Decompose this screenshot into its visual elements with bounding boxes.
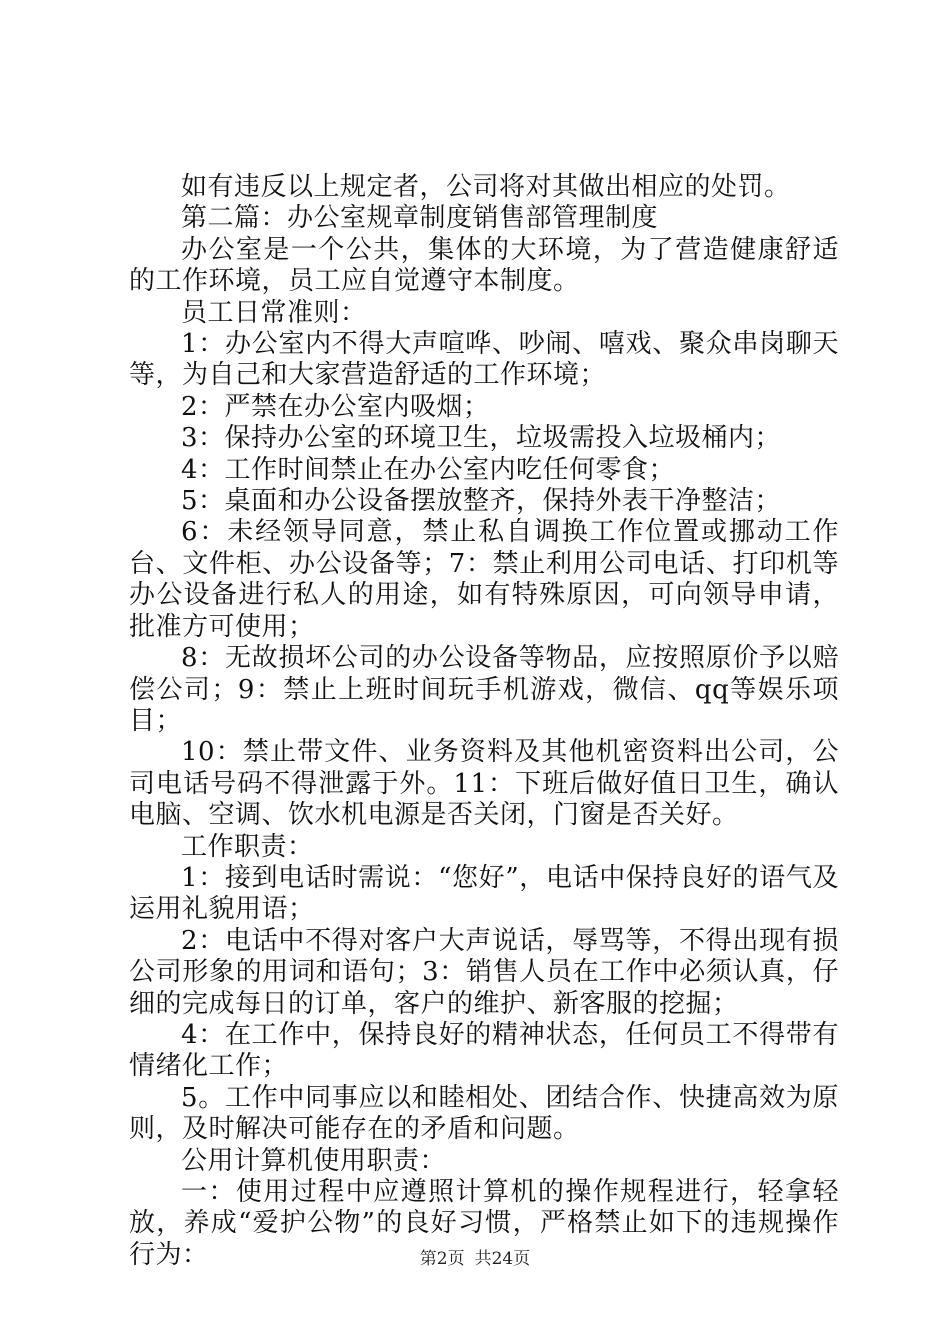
subheading: 公用计算机使用职责： [181,1145,447,1176]
subheading: 员工日常准则： [181,297,367,328]
list-item: 1：办公室内不得大声喧哗、吵闹、嘻戏、聚众串岗聊天等，为自己和大家营造舒适的工作环境； [129,329,839,391]
list-item: 1：接到电话时需说：“您好”，电话中保持良好的语气及运用礼貌用语； [129,862,839,925]
page-total: 共24页 [474,1249,531,1269]
paragraph: 办公室是一个公共，集体的大环境，为了营造健康舒适的工作环境，员工应自觉遵守本制度。 [129,234,839,297]
list-item: 6：未经领导同意，禁止私自调换工作位置或挪动工作台、文件柜、办公设备等；7：禁止利用公司电话、打印机等办公设备进行私人的用途，如有特殊原因，可向领导申请，批准方可使用； [129,517,839,642]
list-item: 3：保持办公室的环境卫生，垃圾需投入垃圾桶内； [181,423,782,454]
list-item: 10：禁止带文件、业务资料及其他机密资料出公司，公司电话号码不得泄露于外。11：下班后做好值日卫生，确认电脑、空调、饮水机电源是否关闭，门窗是否关好。 [129,737,839,831]
page-footer [0,1244,950,1269]
paragraph: 如有违反以上规定者，公司将对其做出相应的处罚。 [181,172,791,202]
document-body [129,172,839,1271]
list-item: 8：无故损坏公司的办公设备等物品，应按照原价予以赔偿公司；9：禁止上班时间玩手机游戏，微信、qq等娱乐项目； [129,643,839,736]
list-item: 4：在工作中，保持良好的精神状态，任何员工不得带有情绪化工作； [129,1019,839,1082]
subheading: 工作职责： [181,831,314,862]
section-heading: 第二篇：办公室规章制度销售部管理制度 [181,203,659,234]
page-number: 第2页 [419,1249,465,1269]
list-item: 5：桌面和办公设备摆放整齐，保持外表干净整洁； [181,486,782,517]
list-item: 5。工作中同事应以和睦相处、团结合作、快捷高效为原则，及时解决可能存在的矛盾和问题。 [129,1082,839,1145]
list-item: 2：电话中不得对客户大声说话，辱骂等，不得出现有损公司形象的用词和语句；3：销售人员在工作中必须认真，仔细的完成每日的订单，客户的维护、新客服的挖掘； [129,925,839,1019]
list-item: 2：严禁在办公室内吸烟； [181,391,490,422]
list-item: 一：使用过程中应遵照计算机的操作规程进行，轻拿轻放，养成“爱护公物”的良好习惯，严格禁止如下的违规操作行为： [129,1177,839,1270]
list-item: 4：工作时间禁止在办公室内吃任何零食； [181,454,676,485]
